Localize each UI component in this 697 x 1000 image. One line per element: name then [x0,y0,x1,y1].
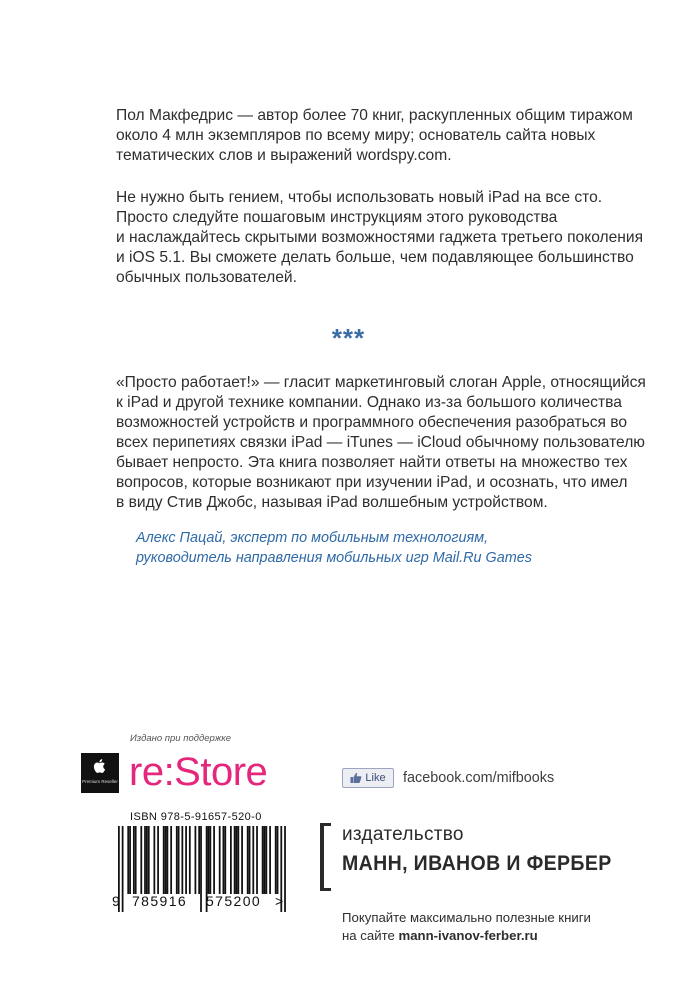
barcode-bar [247,826,249,894]
barcode-digit-first: 9 [112,893,120,909]
barcode-bar [277,826,279,894]
barcode-bar [144,826,146,894]
facebook-like-button[interactable] [342,768,394,788]
apple-premium-reseller-badge [81,753,119,793]
barcode-bar [127,826,129,894]
barcode-bar [195,826,197,894]
quote-line: всех перипетиях связки iPad — iTunes — iCloud обычному пользователю [116,434,645,451]
sponsor-label: Издано при поддержке [130,733,232,744]
barcode-bar [223,826,225,894]
attribution-line: Алекс Пацай, эксперт по мобильным технологиям, [136,530,489,546]
barcode-bar [198,826,200,894]
barcode-digits-right: 575200 [206,893,262,909]
badge-caption: Premium Reseller [82,779,118,784]
publisher-bracket-icon [320,823,332,891]
isbn-label: ISBN 978-5-91657-520-0 [130,811,262,823]
barcode-bar [256,826,258,894]
bio-line: около 4 млн экземпляров по всему миру; основатель сайта новых [116,127,596,144]
restore-logo: re:Store [129,750,268,794]
barcode-bar [146,826,148,894]
author-bio [116,106,636,166]
barcode-bar [269,826,271,894]
quote-attribution [136,528,636,568]
barcode-bar [237,826,239,894]
bio-line: тематических слов и выражений wordspy.com. [116,147,452,164]
like-label: Like [365,772,386,784]
barcode-bar [157,826,159,894]
barcode-bar [241,826,243,894]
buy-line-1: Покупайте максимально полезные книги [342,910,591,925]
intro-line: обычных пользователей. [116,269,297,286]
publisher-name: МАНН, ИВАНОВ И ФЕРБЕР [342,852,612,875]
apple-logo-icon [91,757,109,775]
barcode-bar [252,826,254,894]
barcode-bar [230,826,232,894]
bio-line: Пол Макфедрис — автор более 70 книг, раскупленных общим тиражом [116,107,633,124]
barcode-bar [249,826,251,894]
barcode-bar [167,826,169,894]
facebook-link[interactable]: facebook.com/mifbooks [403,770,555,786]
barcode-bar [153,826,155,894]
barcode-bar [213,826,215,894]
barcode-bar [135,826,137,894]
intro-line: и iOS 5.1. Вы сможете делать больше, чем подавляющее большинство [116,249,634,266]
barcode-bar [236,826,238,894]
quote-line: бывает непросто. Эта книга позволяет найти ответы на множество тех [116,454,628,471]
quote-paragraph [116,373,646,513]
barcode-bar [200,826,202,912]
barcode-bar [275,826,277,894]
barcode-bar [234,826,236,894]
barcode-bar [189,826,191,894]
buy-line-2 [342,927,538,945]
barcode-bar [148,826,150,894]
barcode-digits-left: 785916 [132,893,188,909]
barcode-bar [163,826,165,894]
attribution-line: руководитель направления мобильных игр Mail.Ru Games [136,550,532,566]
barcode-bar [170,826,172,894]
barcode-bar [176,826,178,894]
intro-line: Просто следуйте пошаговым инструкциям этого руководства [116,209,558,226]
barcode-bar [265,826,267,894]
barcode-bar [129,826,131,894]
barcode-bar [185,826,187,894]
barcode-bar [133,826,135,894]
barcode-bar [219,826,221,894]
thumbs-up-icon [350,772,362,784]
publisher-label: издательство [342,824,464,845]
buy-prefix: на сайте [342,928,399,943]
quote-line: в виду Стив Джобс, называя iPad волшебным устройством. [116,494,548,511]
barcode-arrow: > [275,893,284,909]
quote-line: возможностей устройств и программного обеспечения разобраться во [116,414,628,431]
quote-line: «Просто работает!» — гласит маркетинговый слоган Apple, относящийся [116,374,646,391]
barcode-bar [140,826,142,894]
barcode-bar [122,826,124,912]
barcode-bar [165,826,167,894]
barcode-bar [224,826,226,894]
barcode-bar [178,826,180,894]
quote-line: к iPad и другой технике компании. Однако из-за большого количества [116,394,622,411]
intro-paragraph [116,188,644,288]
quote-line: вопросов, которые возникают при изучении iPad, и осознать, что имел [116,474,628,491]
barcode-bar [208,826,210,894]
intro-line: и наслаждайтесь скрытыми возможностями гаджета третьего поколения [116,229,644,246]
section-separator: *** [331,323,366,353]
barcode-bar [181,826,183,894]
publisher-website-link[interactable]: mann-ivanov-ferber.ru [398,928,538,943]
barcode-bar [209,826,211,894]
barcode-bar [284,826,286,912]
intro-line: Не нужно быть гением, чтобы использовать новый iPad на все сто. [116,189,603,206]
barcode-bar [264,826,266,894]
barcode-bar [262,826,264,894]
